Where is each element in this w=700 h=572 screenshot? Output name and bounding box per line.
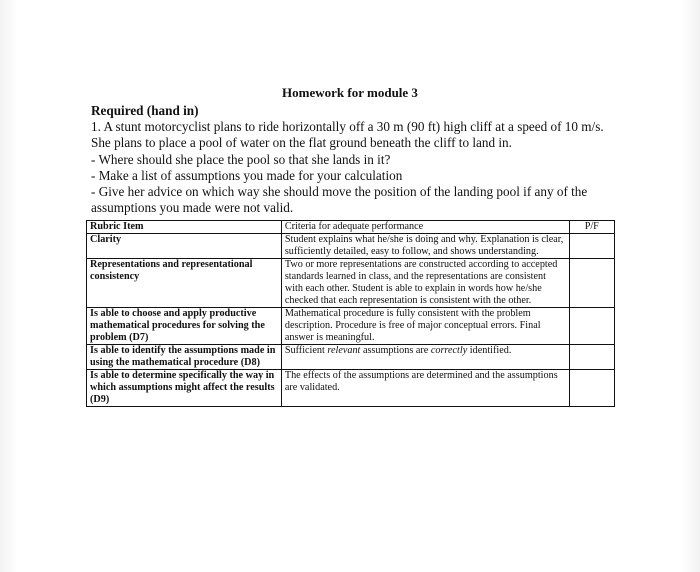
header-rubric-item: Rubric Item xyxy=(87,221,282,234)
question-2: - Make a list of assumptions you made for your calculation xyxy=(91,167,403,183)
rubric-item: Is able to identify the assumptions made in using the mathematical procedure (D8) xyxy=(87,345,282,370)
table-row xyxy=(87,234,615,259)
rubric-table xyxy=(86,220,615,407)
criteria-emphasis-relevant: relevant xyxy=(327,345,361,356)
rubric-criteria: Two or more representations are constructed according to accepted standards learned in class, and the representations are consistent with each other. Student is able to explain in words how he/she checked that each representation is consistent with the other. xyxy=(281,259,569,308)
rubric-item: Is able to choose and apply productive mathematical procedures for solving the problem (D7) xyxy=(87,308,282,345)
table-row xyxy=(87,259,615,308)
pf-cell xyxy=(569,259,614,308)
header-criteria: Criteria for adequate performance xyxy=(281,221,569,234)
problem-statement: 1. A stunt motorcyclist plans to ride horizontally off a 30 m (90 ft) high cliff at a speed of 10 m/s. She plans to place a pool of water on the flat ground beneath the cliff to land in. xyxy=(91,119,604,151)
table-row xyxy=(87,345,615,370)
rubric-criteria: The effects of the assumptions are determined and the assumptions are validated. xyxy=(281,370,569,407)
rubric-item: Is able to determine specifically the way in which assumptions might affect the results (D9) xyxy=(87,370,282,407)
table-row xyxy=(87,308,615,345)
rubric-criteria xyxy=(281,345,569,370)
criteria-emphasis-correctly: correctly xyxy=(430,345,468,356)
pf-cell xyxy=(569,308,614,345)
criteria-text: assumptions are xyxy=(360,345,431,356)
rubric-item: Representations and representational consistency xyxy=(87,259,282,308)
pf-cell xyxy=(569,234,614,259)
question-3: - Give her advice on which way she should move the position of the landing pool if any of the assumptions you made were not valid. xyxy=(91,184,588,216)
section-heading: Required (hand in) xyxy=(91,103,199,118)
pf-cell xyxy=(569,345,614,370)
question-1: - Where should she place the pool so that she lands in it? xyxy=(91,151,391,167)
rubric-criteria: Mathematical procedure is fully consistent with the problem description. Procedure is free of major conceptual errors. Final answer is meaningful. xyxy=(281,308,569,345)
problem-text xyxy=(91,103,611,216)
rubric-header-row xyxy=(87,221,615,234)
criteria-text: Sufficient xyxy=(284,345,328,356)
pf-cell xyxy=(569,370,614,407)
rubric-criteria: Student explains what he/she is doing and why. Explanation is clear, sufficiently detailed, easy to follow, and shows understanding. xyxy=(281,234,569,259)
criteria-text: identified. xyxy=(467,345,512,356)
page-title: Homework for module 3 xyxy=(282,85,418,100)
header-pf: P/F xyxy=(569,221,614,234)
table-row xyxy=(87,370,615,407)
rubric-item: Clarity xyxy=(87,234,282,259)
